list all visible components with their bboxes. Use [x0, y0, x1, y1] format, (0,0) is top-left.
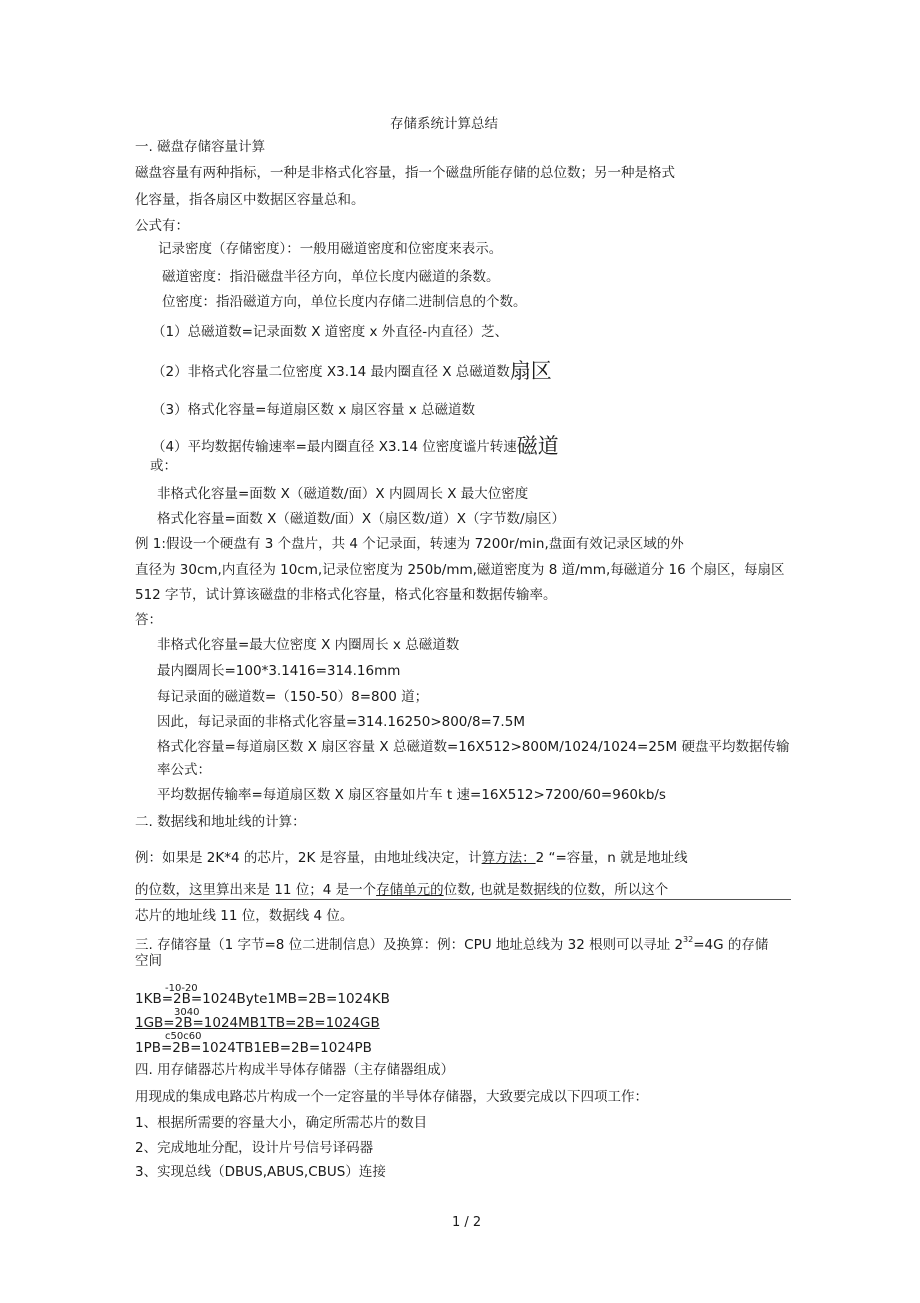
section-heading-3	[135, 931, 768, 954]
definition: 位密度：指沿磁道方向，单位长度内存储二进制信息的个数。	[162, 294, 527, 310]
definition: 磁道密度：指沿磁盘半径方向，单位长度内磁道的条数。	[162, 269, 500, 285]
section-heading-2: 二. 数据线和地址线的计算：	[135, 814, 306, 830]
section-heading-1: 一. 磁盘存储容量计算	[135, 139, 266, 155]
formula-text: （2）非格式化容量二位密度 X3.14 最内圈直径 X 总磁道数	[152, 364, 510, 380]
underlined-text: 算方法：	[481, 850, 536, 866]
list-item: 3、实现总线（DBUS,ABUS,CBUS）连接	[135, 1164, 386, 1180]
answer-line: 平均数据传输率=每道扇区数 X 扇区容量如片车 t 速=16X512>7200/60=960kb/s	[157, 787, 666, 803]
answer-line: 非格式化容量=最大位密度 X 内圈周长 x 总磁道数	[157, 637, 460, 653]
answer-line: 率公式：	[157, 762, 211, 778]
example-text: 直径为 30cm,内直径为 10cm,记录位密度为 250b/mm,磁道密度为 8 道/mm,每磁道分 16 个扇区，每扇区	[135, 562, 785, 578]
conversion-line: 1GB=2B=1024MB1TB=2B=1024GB	[135, 1015, 380, 1031]
example-text: 例 1:假设一个硬盘有 3 个盘片，共 4 个记录面，转速为 7200r/min,盘面有效记录区域的外	[135, 536, 684, 552]
formula-1: （1）总磁道数=记录面数 X 道密度 x 外直径-内直径）芝、	[152, 324, 509, 340]
paragraph: 芯片的地址线 11 位，数据线 4 位。	[135, 908, 354, 924]
page-number: 1 / 2	[452, 1215, 482, 1230]
text: 的位数，这里算出来是 11 位；4 是一个	[135, 882, 377, 898]
formula-large-text: 扇区	[509, 359, 552, 383]
formula-3: （3）格式化容量=每道扇区数 x 扇区容量 x 总磁道数	[152, 402, 476, 418]
conversion-line: 1KB=2B=1024Byte1MB=2B=1024KB	[135, 991, 390, 1007]
formula-large-text: 磁道	[516, 434, 559, 458]
superscript: 32	[683, 935, 694, 944]
formula-text: （4）平均数据传输速率=最内圈直径 X3.14 位密度谧片转速	[152, 439, 517, 455]
list-item: 1、根据所需要的容量大小，确定所需芯片的数目	[135, 1115, 428, 1131]
example-text: 512 字节，试计算该磁盘的非格式化容量，格式化容量和数据传输率。	[135, 587, 557, 603]
paragraph	[135, 881, 668, 899]
formula-2	[152, 359, 552, 383]
exponent-labels: c50c60	[165, 1031, 202, 1042]
answer-line: 因此，每记录面的非格式化容量=314.16250>800/8=7.5M	[157, 714, 525, 730]
horizontal-rule	[135, 899, 791, 900]
exponent-labels: 3040	[174, 1007, 200, 1018]
answer-line: 每记录面的磁道数=（150-50）8=800 道；	[157, 689, 429, 705]
or-label: 或：	[150, 458, 177, 474]
conversion-line: 1PB=2B=1024TB1EB=2B=1024PB	[135, 1040, 372, 1056]
answer-line: 格式化容量=每道扇区数 X 扇区容量 X 总磁道数=16X512>800M/1024/1024=25M 硬盘平均数据传输	[157, 739, 790, 755]
section-heading-3-cont: 空间	[135, 953, 162, 969]
formula-4	[152, 434, 559, 458]
text: 例：如果是 2K*4 的芯片，2K 是容量，由地址线决定，计	[135, 850, 482, 866]
exponent-labels: -10-20	[165, 983, 198, 994]
definition: 记录密度（存储密度）：一般用磁道密度和位密度来表示。	[158, 241, 503, 257]
paragraph: 用现成的集成电路芯片构成一个一定容量的半导体存储器，大致要完成以下四项工作：	[135, 1089, 648, 1105]
underlined-text: 存储单元的	[376, 882, 444, 898]
answer-label: 答：	[135, 612, 162, 628]
section-heading-4: 四. 用存储器芯片构成半导体存储器（主存储器组成）	[135, 1062, 455, 1078]
text: 位数, 也就是数据线的位数，所以这个	[443, 882, 669, 898]
page-title: 存储系统计算总结	[390, 116, 498, 132]
answer-line: 最内圈周长=100*3.1416=314.16mm	[157, 663, 401, 679]
text: 三. 存储容量（1 字节=8 位二进制信息）及换算：例：CPU 地址总线为 32 根则可以寻址 2	[135, 937, 684, 953]
text: 2 “=容量，n 就是地址线	[535, 850, 688, 866]
list-item: 2、完成地址分配，设计片号信号译码器	[135, 1140, 374, 1156]
formula-alt-1: 非格式化容量=面数 X（磁道数/面）X 内圆周长 X 最大位密度	[157, 486, 529, 502]
paragraph: 磁盘容量有两种指标，一种是非格式化容量，指一个磁盘所能存储的总位数；另一种是格式	[135, 165, 675, 181]
paragraph	[135, 849, 688, 867]
paragraph: 化容量，指各扇区中数据区容量总和。	[135, 192, 365, 208]
formulas-label: 公式有：	[135, 218, 189, 234]
formula-alt-2: 格式化容量=面数 X（磁道数/面）X（扇区数/道）X（字节数/扇区）	[157, 511, 565, 527]
text: =4G 的存储	[693, 937, 769, 953]
